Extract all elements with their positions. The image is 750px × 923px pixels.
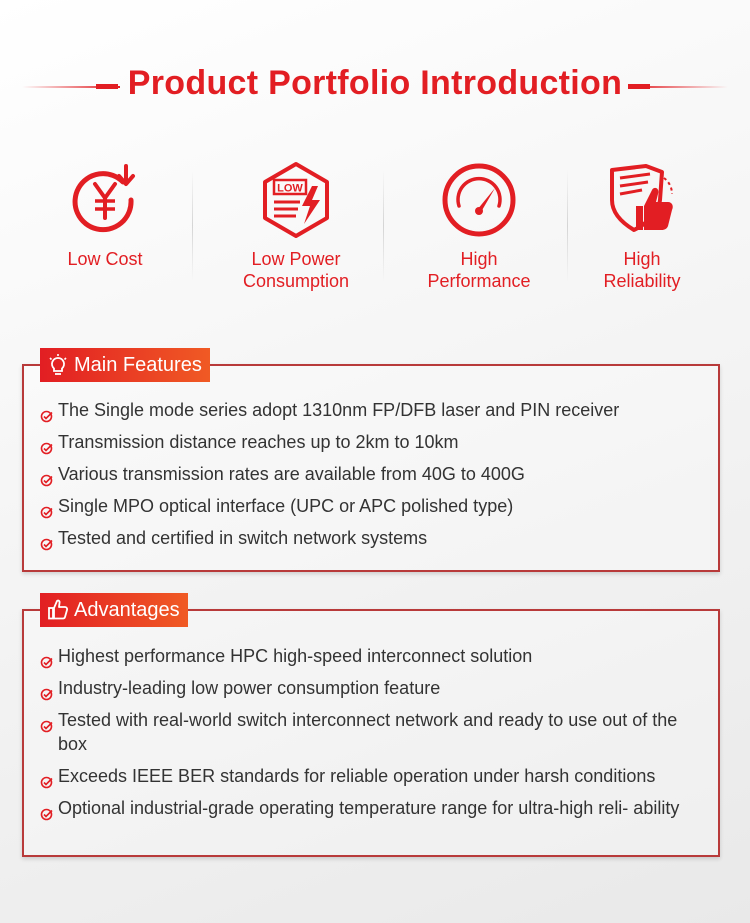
check-circle-icon (40, 405, 53, 418)
check-circle-icon (40, 771, 53, 784)
list-item-text: Exceeds IEEE BER standards for reliable operation under harsh conditions (58, 766, 656, 786)
list-item (40, 676, 708, 700)
list-item (40, 398, 708, 422)
advantages-list (40, 644, 708, 820)
list-item (40, 644, 708, 668)
check-circle-icon (40, 437, 53, 450)
feature-icons (0, 160, 750, 310)
check-circle-icon (40, 469, 53, 482)
divider (383, 170, 384, 282)
list-item (40, 708, 708, 756)
thumbs-up-icon (46, 598, 70, 622)
list-item-text: Tested and certified in switch network systems (58, 528, 428, 548)
lightbulb-icon (46, 353, 70, 377)
page-title: Product Portfolio Introduction (127, 64, 623, 102)
check-circle-icon (40, 533, 53, 546)
check-circle-icon (40, 715, 53, 728)
check-circle-icon (40, 651, 53, 664)
main-features-heading: Main Features (74, 354, 202, 376)
low-power-icon (256, 160, 336, 240)
check-circle-icon (40, 803, 53, 816)
feature-label: High Performance (427, 249, 531, 291)
advantages-heading: Advantages (74, 599, 180, 621)
feature-high-performance (404, 160, 554, 292)
feature-low-power (221, 160, 371, 292)
list-item-text: Industry-leading low power consumption feature (58, 678, 441, 698)
advantages-tab (40, 593, 188, 627)
divider (192, 170, 193, 282)
yen-down-icon (65, 160, 145, 240)
list-item-text: Single MPO optical interface (UPC or APC polished type) (58, 496, 514, 516)
title-row (0, 62, 750, 112)
feature-label: Low Cost (67, 249, 143, 269)
list-item-text: Highest performance HPC high-speed interconnect solution (58, 646, 533, 666)
feature-high-reliability (567, 160, 717, 292)
list-item (40, 526, 708, 550)
list-item-text: The Single mode series adopt 1310nm FP/DFB laser and PIN receiver (58, 400, 620, 420)
title-line-right (628, 86, 728, 88)
main-features-panel (22, 354, 720, 572)
list-item (40, 430, 708, 454)
check-circle-icon (40, 501, 53, 514)
list-item-text: Optional industrial-grade operating temperature range for ultra-high reli- ability (58, 798, 680, 818)
main-features-tab (40, 348, 210, 382)
list-item (40, 796, 708, 820)
list-item-text: Various transmission rates are available from 40G to 400G (58, 464, 525, 484)
main-features-list (40, 398, 708, 550)
list-item-text: Tested with real-world switch interconnect network and ready to use out of the box (58, 710, 678, 754)
list-item (40, 494, 708, 518)
list-item (40, 764, 708, 788)
feature-label: Low Power Consumption (242, 249, 350, 291)
feature-low-cost (30, 160, 180, 270)
advantages-panel (22, 599, 720, 857)
list-item-text: Transmission distance reaches up to 2km to 10km (58, 432, 459, 452)
shield-thumbs-up-icon (602, 160, 682, 240)
feature-label: High Reliability (603, 249, 681, 291)
speedometer-icon (439, 160, 519, 240)
low-logo-text: LOW (277, 182, 303, 195)
list-item (40, 462, 708, 486)
check-circle-icon (40, 683, 53, 696)
